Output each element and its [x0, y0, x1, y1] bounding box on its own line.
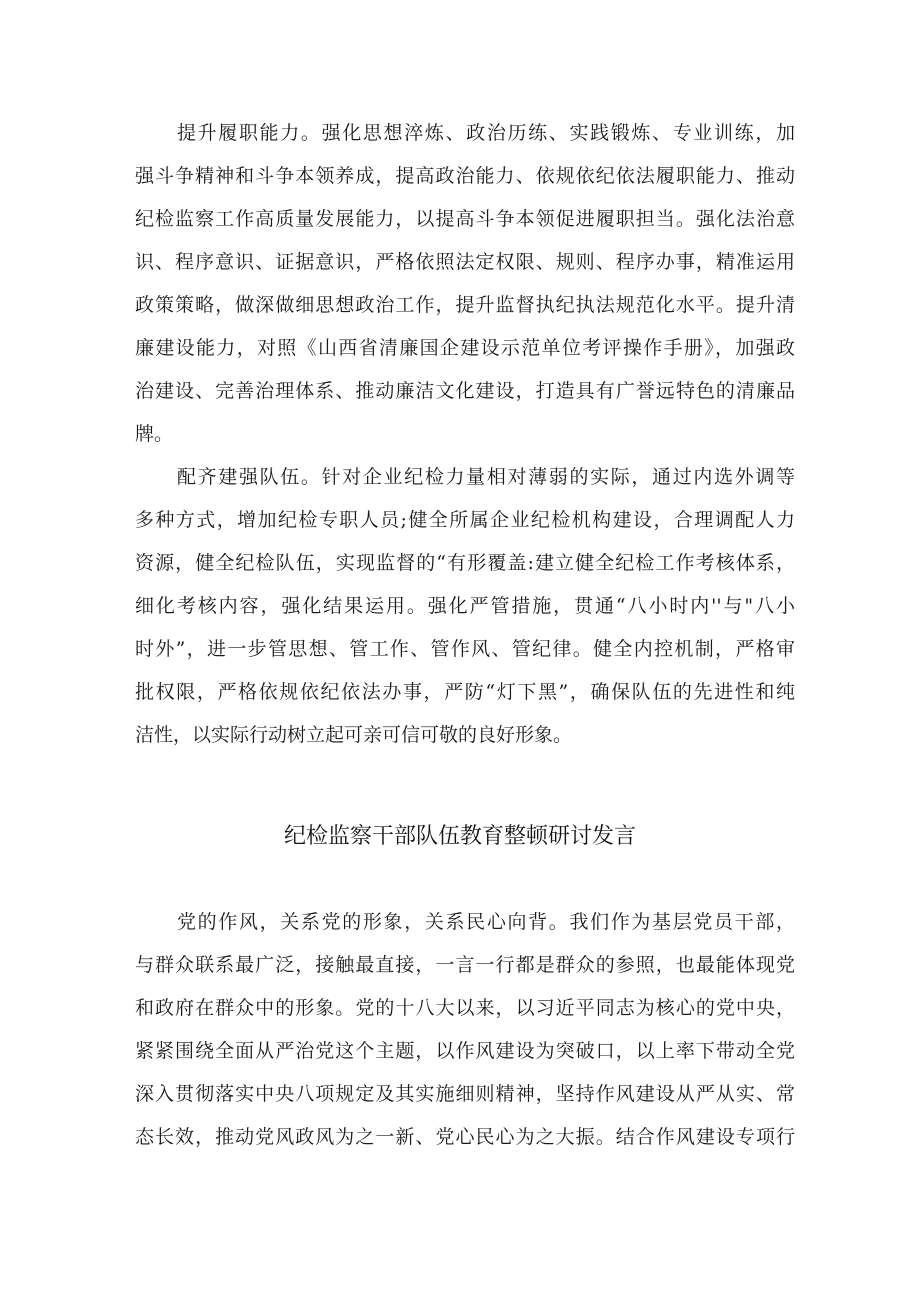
paragraph-1-line-6: 廉建设能力，对照《山西省清廉国企建设示范单位考评操作手册》，加强政: [135, 337, 795, 359]
article-heading: 纪检监察干部队伍教育整顿研讨发言: [283, 824, 636, 849]
paragraph-2-line-5: 时外”，进一步管思想、管工作、管作风、管纪律。健全内控机制，严格审: [135, 638, 795, 660]
paragraph-1-line-1: 提升履职能力。强化思想淬炼、政治历练、实践锻炼、专业训练，加: [177, 122, 795, 144]
paragraph-2-line-3: 资源，健全纪检队伍，实现监督的“有形覆盖:建立健全纪检工作考核体系，: [135, 552, 795, 574]
paragraph-3-line-5: 深入贯彻落实中央八项规定及其实施细则精神，坚持作风建设从严从实、常: [135, 1083, 795, 1105]
paragraph-2-line-4: 细化考核内容，强化结果运用。强化严管措施，贯通“八小时内''与"八小: [135, 595, 795, 617]
paragraph-3-line-6: 态长效，推动党风政风为之一新、党心民心为之大振。结合作风建设专项行: [135, 1126, 795, 1148]
paragraph-2-line-6: 批权限，严格依规依纪依法办事，严防“灯下黑”，确保队伍的先进性和纯: [135, 681, 795, 703]
paragraph-3-line-1: 党的作风，关系党的形象，关系民心向背。我们作为基层党员干部，: [177, 911, 795, 933]
paragraph-3-line-3: 和政府在群众中的形象。党的十八大以来，以习近平同志为核心的党中央，: [135, 997, 795, 1019]
paragraph-1-line-3: 纪检监察工作高质量发展能力，以提高斗争本领促进履职担当。强化法治意: [135, 208, 795, 230]
paragraph-2-line-7: 洁性，以实际行动树立起可亲可信可敬的良好形象。: [135, 724, 573, 746]
paragraph-1-line-5: 政策策略，做深做细思想政治工作，提升监督执纪执法规范化水平。提升清: [135, 294, 795, 316]
paragraph-1-line-7: 治建设、完善治理体系、推动廉洁文化建设，打造具有广誉远特色的清廉品: [135, 380, 795, 402]
paragraph-3-line-4: 紧紧围绕全面从严治党这个主题，以作风建设为突破口，以上率下带动全党: [135, 1040, 795, 1062]
paragraph-1-line-2: 强斗争精神和斗争本领养成，提高政治能力、依规依纪依法履职能力、推动: [135, 165, 795, 187]
paragraph-2-line-1: 配齐建强队伍。针对企业纪检力量相对薄弱的实际，通过内选外调等: [177, 466, 795, 488]
paragraph-1-line-8: 牌。: [135, 423, 174, 445]
paragraph-1-line-4: 识、程序意识、证据意识，严格依照法定权限、规则、程序办事，精准运用: [135, 251, 795, 273]
paragraph-2-line-2: 多种方式，增加纪检专职人员;健全所属企业纪检机构建设，合理调配人力: [135, 509, 795, 531]
paragraph-3-line-2: 与群众联系最广泛，接触最直接，一言一行都是群众的参照，也最能体现党: [135, 954, 795, 976]
